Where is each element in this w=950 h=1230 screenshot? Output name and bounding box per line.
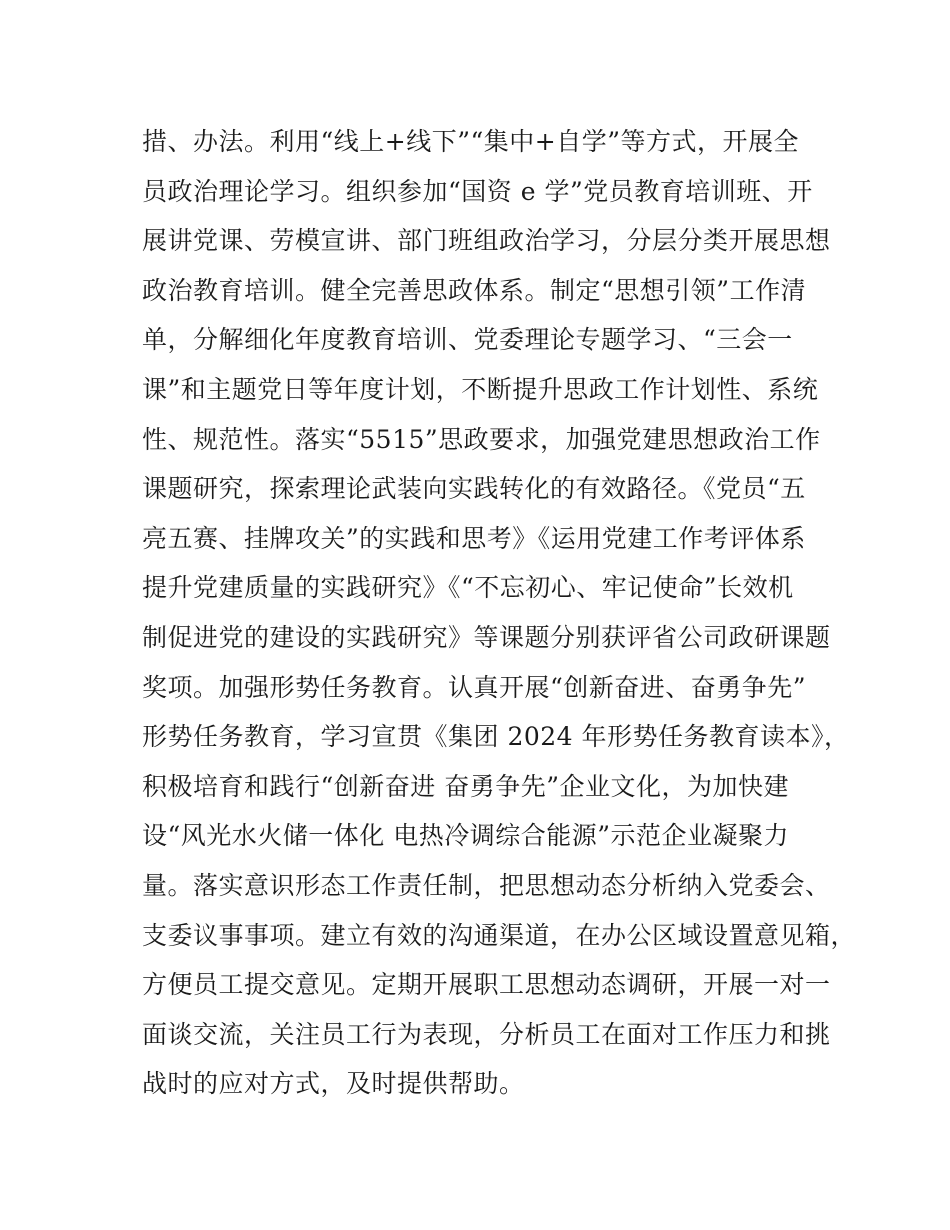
text-line: 支委议事事项。建立有效的沟通渠道，在办公区域设置意见箱， <box>142 920 857 950</box>
paragraph <box>142 117 857 1109</box>
text-line: 设“风光水火储一体化 电热冷调综合能源”示范企业凝聚力 <box>142 821 790 851</box>
text-line: 奖项。加强形势任务教育。认真开展“创新奋进、奋勇争先” <box>142 672 807 702</box>
text-line: 积极培育和践行“创新奋进 奋勇争先”企业文化，为加快建 <box>142 771 790 801</box>
text-line: 单，分解细化年度教育培训、党委理论专题学习、“三会一 <box>142 325 793 355</box>
text-line: 措、办法。利用“线上+线下”“集中+自学”等方式，开展全 <box>142 127 800 156</box>
text-line: 政治教育培训。健全完善思政体系。制定“思想引领”工作清 <box>142 275 807 305</box>
text-line: 课题研究，探索理论武装向实践转化的有效路径。《党员“五 <box>142 474 806 504</box>
text-line: 制促进党的建设的实践研究》等课题分别获评省公司政研课题 <box>142 622 831 652</box>
text-line: 面谈交流，关注员工行为表现，分析员工在面对工作压力和挑 <box>142 1019 831 1049</box>
text-line: 亮五赛、挂牌攻关”的实践和思考》《运用党建工作考评体系 <box>142 523 806 553</box>
text-line: 展讲党课、劳模宣讲、部门班组政治学习，分层分类开展思想 <box>142 226 831 256</box>
text-line: 性、规范性。落实“5515”思政要求，加强党建思想政治工作 <box>142 424 821 454</box>
text-line: 形势任务教育，学习宣贯《集团 2024 年形势任务教育读本》， <box>142 722 850 752</box>
text-line: 量。落实意识形态工作责任制，把思想动态分析纳入党委会、 <box>142 870 831 900</box>
text-line: 战时的应对方式，及时提供帮助。 <box>142 1069 525 1099</box>
text-line: 员政治理论学习。组织参加“国资 e 学”党员教育培训班、开 <box>142 176 813 206</box>
text-line: 课”和主题党日等年度计划，不断提升思政工作计划性、系统 <box>142 374 819 404</box>
text-line: 提升党建质量的实践研究》《“不忘初心、牢记使命”长效机 <box>142 573 794 603</box>
text-line: 方便员工提交意见。定期开展职工思想动态调研，开展一对一 <box>142 970 831 1000</box>
